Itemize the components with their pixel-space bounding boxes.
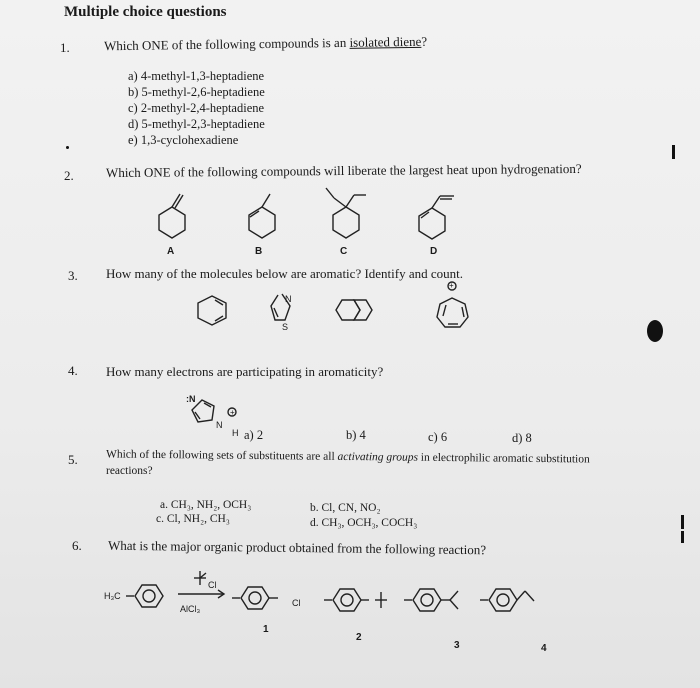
q4-atom-n1: :N <box>186 394 196 404</box>
q1-number: 1. <box>60 40 70 55</box>
q4-text: How many electrons are participating in aromaticity? <box>106 364 384 379</box>
q6-product-3 <box>404 589 458 611</box>
q4-atom-n2: N <box>216 420 223 430</box>
q1-option-b: b) 5-methyl-2,6-heptadiene <box>128 85 265 99</box>
q2-label-a: A <box>167 246 175 257</box>
q1-option-c: c) 2-methyl-2,4-heptadiene <box>128 101 265 115</box>
q3-atom-n: N <box>285 294 292 304</box>
q6-label-1: 1 <box>263 624 269 635</box>
q4-option-a: a) 2 <box>244 428 264 442</box>
q6-product-2 <box>324 589 387 611</box>
q6-reactant-ring <box>126 585 163 607</box>
q2-structure-b <box>249 194 275 238</box>
q2-structure-c <box>326 188 366 238</box>
q6-label-4: 4 <box>541 643 547 654</box>
q6-label-2: 2 <box>356 632 362 643</box>
q5-text-pre: Which of the following sets of substituents are all <box>105 448 338 463</box>
q5-number: 5. <box>68 452 78 467</box>
q6-label-3: 3 <box>454 640 460 651</box>
q2-label-b: B <box>255 246 263 257</box>
q5-option-c: c. Cl, NH₂, CH₃ <box>156 513 230 525</box>
q3-structures <box>190 290 490 340</box>
q3-structure-fused-rings <box>336 300 372 320</box>
q1-option-a: a) 4-methyl-1,3-heptadiene <box>128 69 265 83</box>
q5-option-b: b. Cl, CN, NO₂ <box>310 502 381 514</box>
edge-mark-3 <box>672 145 675 159</box>
q4-atom-h: H <box>232 428 239 438</box>
q3-atom-s: S <box>282 322 289 332</box>
stray-dot <box>66 146 69 149</box>
ink-blot <box>647 320 663 342</box>
q2-text: Which ONE of the following compounds will liberate the largest heat upon hydrogenation? <box>105 160 582 181</box>
q6-number: 6. <box>72 538 82 553</box>
page-title: Multiple choice questions <box>64 4 227 20</box>
q3-number: 3. <box>68 268 78 283</box>
q5-text-italic: activating groups <box>337 450 419 464</box>
q2-label-d: D <box>430 246 438 257</box>
q4-charge: + <box>230 408 235 417</box>
q3-charge: + <box>449 281 454 290</box>
q6-reagent-bottom: AlCl₃ <box>180 604 201 614</box>
q4-option-d: d) 8 <box>512 431 532 445</box>
q1-option-e: e) 1,3-cyclohexadiene <box>128 133 239 147</box>
edge-mark-2 <box>681 531 684 543</box>
q6-reactant-label: H₃C <box>104 591 121 601</box>
q1-text-pre: Which ONE of the following compounds is an <box>103 34 350 54</box>
q6-product2-substituent: Cl <box>292 598 301 608</box>
q2-structure-d <box>419 196 454 239</box>
q2-number: 2. <box>64 168 74 183</box>
q6-product-1 <box>232 587 278 609</box>
q5-option-d: d. CH₃, OCH₃, COCH₃ <box>310 517 418 529</box>
q5-text-line2: reactions? <box>106 465 153 477</box>
q3-text: How many of the molecules below are aromatic? Identify and count. <box>106 266 464 281</box>
q1-text-underline: isolated diene <box>349 33 422 50</box>
q2-structures <box>140 190 500 240</box>
q5-text-post: in electrophilic aromatic substitution <box>417 451 590 466</box>
q1-text <box>104 34 427 55</box>
q5-option-a: a. CH₃, NH₂, OCH₃ <box>160 499 252 511</box>
q1-option-d: d) 5-methyl-2,3-heptadiene <box>128 117 265 131</box>
q3-structure-cyclohexadiene <box>198 296 226 325</box>
edge-mark-1 <box>681 515 684 529</box>
q4-number: 4. <box>68 363 78 378</box>
q1-text-post: ? <box>421 33 428 49</box>
q6-product-4 <box>480 589 534 611</box>
q4-option-b: b) 4 <box>346 428 366 442</box>
q6-reagent-structure <box>194 571 206 585</box>
q2-label-c: C <box>340 246 348 257</box>
q6-reagent-top: Cl <box>208 580 217 590</box>
q6-reaction-arrow <box>178 590 224 598</box>
q6-text: What is the major organic product obtained from the following reaction? <box>107 537 487 558</box>
q2-structure-a <box>159 194 185 238</box>
q5-text <box>106 448 590 465</box>
q4-option-c: c) 6 <box>428 430 448 444</box>
